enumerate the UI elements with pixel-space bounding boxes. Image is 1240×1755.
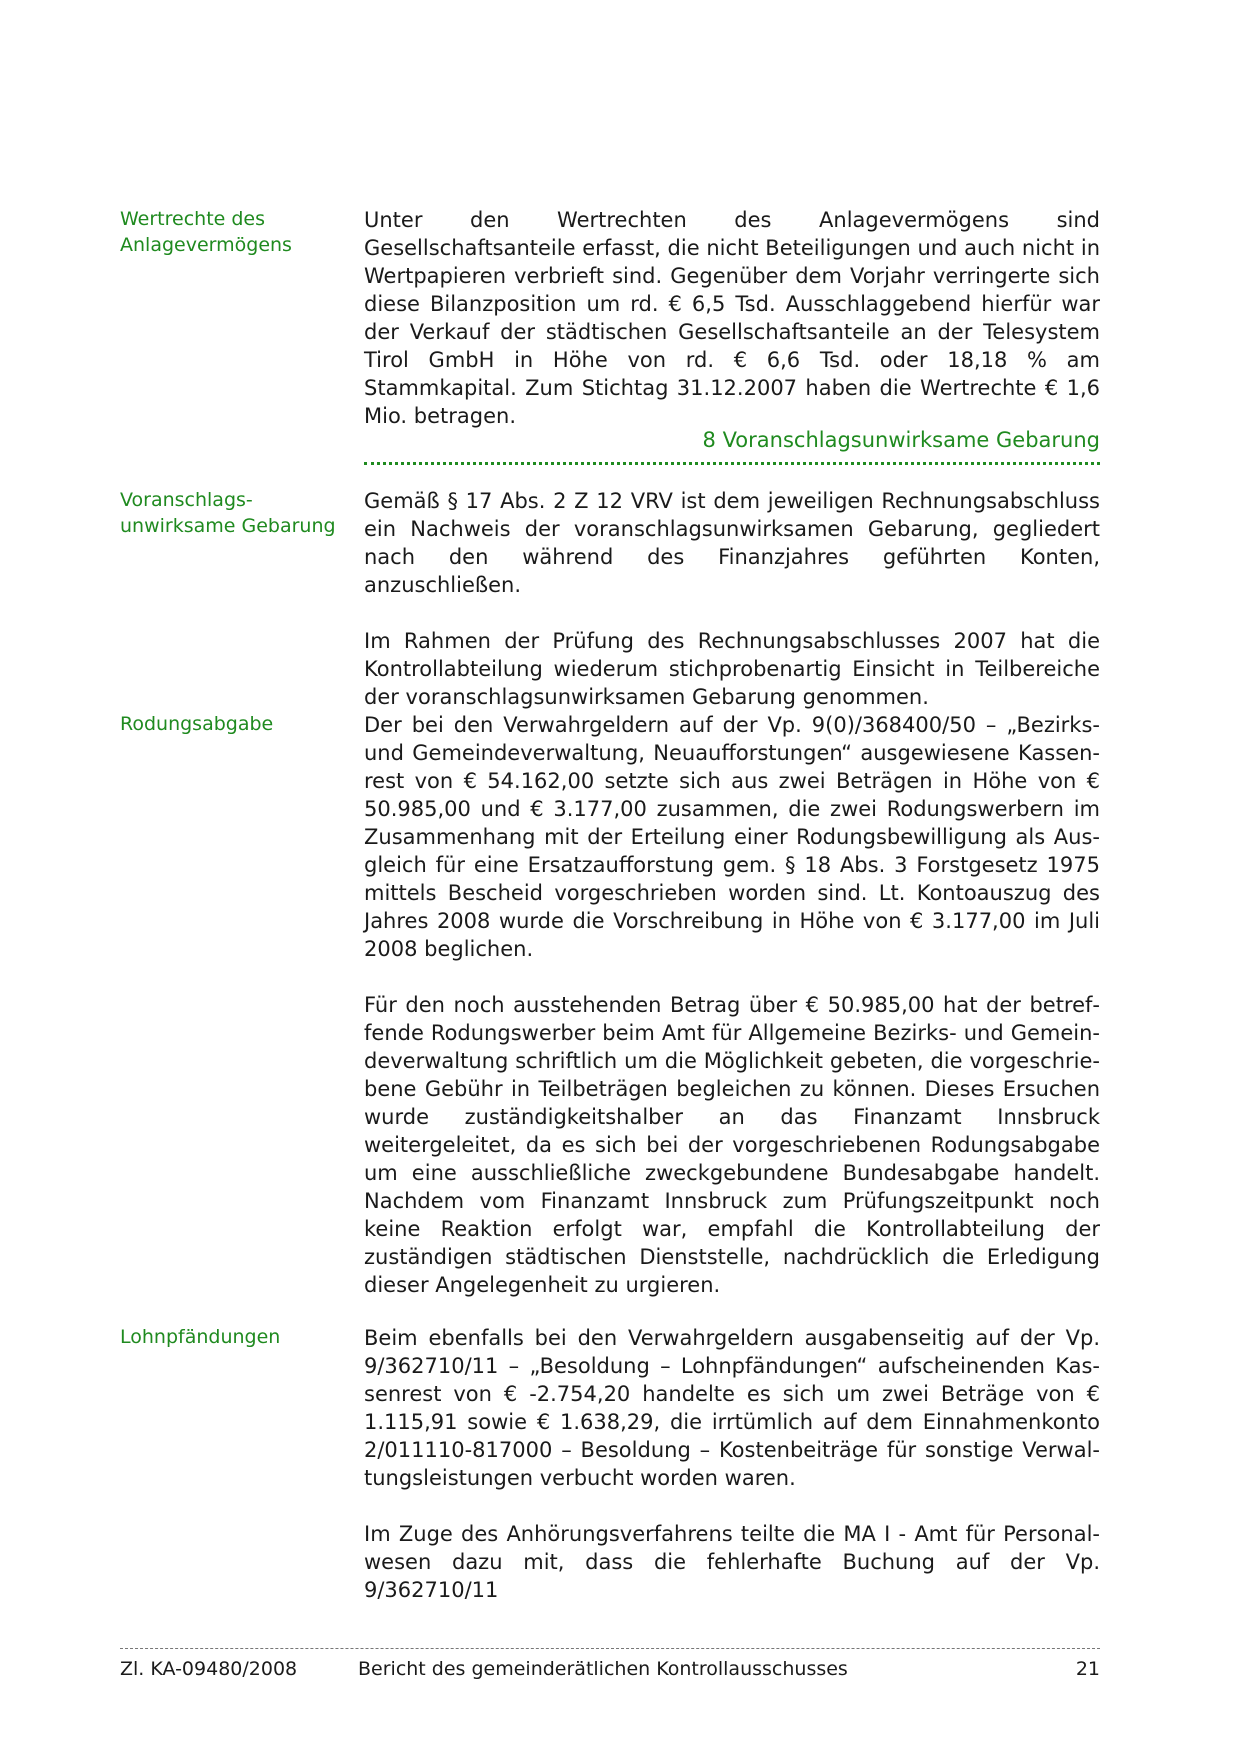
- paragraph: Im Zuge des Anhörungsverfahrens teilte die MA I - Amt für Personalwesen dazu mit, dass die fehlerhafte Buchung auf der Vp. 9/362710/11: [364, 1522, 1100, 1602]
- page-number: 21: [1075, 1658, 1100, 1680]
- paragraph: Beim ebenfalls bei den Verwahrgeldern ausgabenseitig auf der Vp. 9/362710/11 – „Besoldung – Lohnpfändungen“ aufscheinenden Kassenrest von € -2.754,20 handelte es sich um zwei Beträge von € 1.115,91 sowie € 1.638,29, die irrtümlich auf dem Einnahmenkonto 2/011110-817000 – Besoldung – Kostenbeiträge für sonstige Verwaltungsleistungen verbucht worden waren.: [364, 1326, 1100, 1490]
- section-heading: 8 Voranschlagsunwirksame Gebarung: [702, 428, 1100, 452]
- paragraph: Im Rahmen der Prüfung des Rechnungsabschlusses 2007 hat die Kontrollabteilung wiederum stichprobenartig Einsicht in Teilbereiche der voranschlagsunwirksamen Gebarung genommen.: [364, 629, 1100, 709]
- paragraph: Der bei den Verwahrgeldern auf der Vp. 9(0)/368400/50 – „Bezirks- und Gemeindeverwaltung, Neuaufforstungen“ ausgewiesene Kassenrest von € 54.162,00 setzte sich aus zwei Beträgen in Höhe von € 50.985,00 und € 3.177,00 zusammen, die zwei Rodungswerbern im Zusammenhang mit der Erteilung einer Rodungsbewilligung als Ausgleich für eine Ersatzaufforstung gem. § 18 Abs. 3 Forstgesetz 1975 mittels Bescheid vorgeschrieben worden sind. Lt. Kontoauszug des Jahres 2008 wurde die Vorschreibung in Höhe von € 3.177,00 im Juli 2008 beglichen.: [364, 713, 1100, 961]
- paragraph: Unter den Wertrechten des Anlagevermögens sind Gesellschaftsanteile erfasst, die nicht Beteiligungen und auch nicht in Wertpapieren verbrieft sind. Gegenüber dem Vorjahr verringerte sich diese Bilanzposition um rd. € 6,5 Tsd. Ausschlaggebend hierfür war der Verkauf der städtischen Gesellschaftsanteile an der Telesystem Tirol GmbH in Höhe von rd. € 6,6 Tsd. oder 18,18 % am Stammkapital. Zum Stichtag 31.12.2007 haben die Wertrechte € 1,6 Mio. betragen.: [364, 208, 1100, 428]
- margin-label-wertrechte: Wertrechte des Anlagevermögens: [120, 208, 292, 256]
- footer-reference: Zl. KA-09480/2008: [120, 1658, 298, 1680]
- margin-label-lohn: Lohnpfändungen: [120, 1326, 281, 1348]
- body-lohn: [364, 1324, 1100, 1632]
- footer-rule: [120, 1648, 1100, 1649]
- body-rodung: [364, 711, 1100, 1327]
- body-wertrechte: [364, 206, 1100, 458]
- section-heading-rule: [364, 462, 1100, 465]
- margin-label-voranschlag: Voranschlags- unwirksame Gebarung: [120, 489, 336, 537]
- paragraph: Für den noch ausstehenden Betrag über € 50.985,00 hat der betreffende Rodungswerber beim Amt für Allgemeine Bezirks- und Gemeindeverwaltung schriftlich um die Möglichkeit gebeten, die vorgeschriebene Gebühr in Teilbeträgen begleichen zu können. Dieses Ersuchen wurde zuständigkeitshalber an das Finanzamt Innsbruck weitergeleitet, da es sich bei der vorgeschriebenen Rodungsabgabe um eine ausschließliche zweckgebundene Bundesabgabe handelt. Nachdem vom Finanzamt Innsbruck zum Prüfungszeitpunkt noch keine Reaktion erfolgt war, empfahl die Kontrollabteilung der zuständigen städtischen Dienststelle, nachdrücklich die Erledigung dieser Angelegenheit zu urgieren.: [364, 993, 1100, 1297]
- margin-label-rodung: Rodungsabgabe: [120, 713, 274, 735]
- paragraph: Gemäß § 17 Abs. 2 Z 12 VRV ist dem jeweiligen Rechnungsabschluss ein Nachweis der voranschlagsunwirksamen Gebarung, gegliedert nach den während des Finanzjahres geführten Konten, anzuschließen.: [364, 489, 1100, 597]
- body-voranschlag: [364, 487, 1100, 739]
- footer-title: Bericht des gemeinderätlichen Kontrollausschusses: [358, 1658, 848, 1680]
